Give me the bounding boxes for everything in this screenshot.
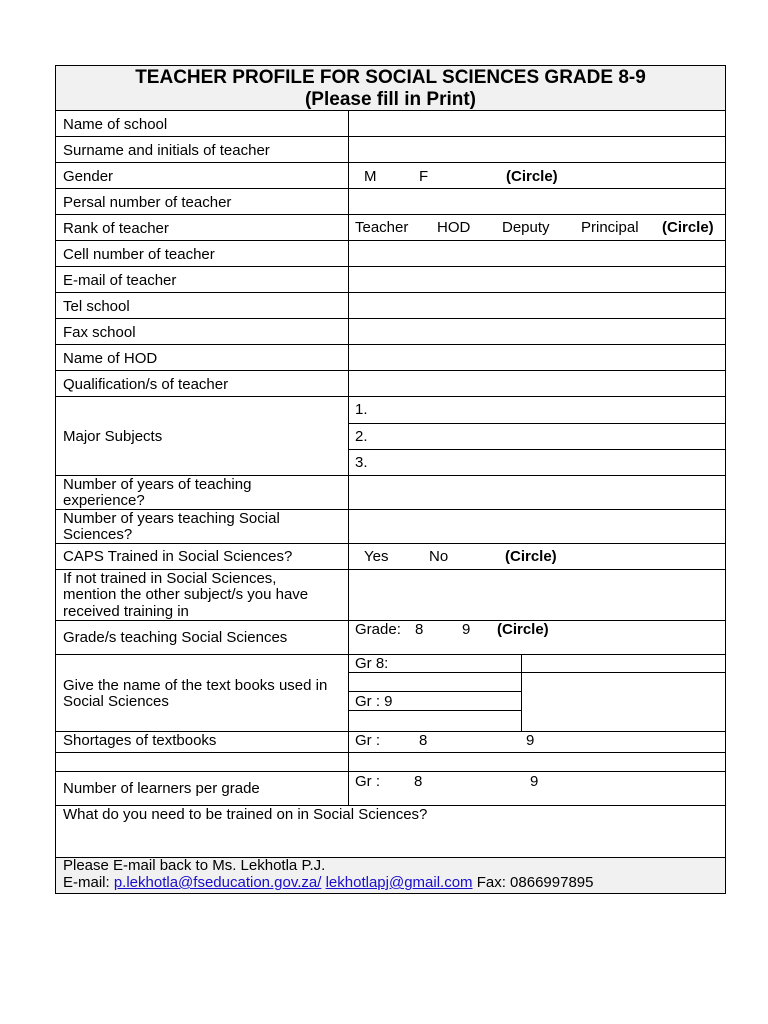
- row-divider: [56, 396, 725, 397]
- row-divider: [56, 370, 725, 371]
- row-divider: [56, 188, 725, 189]
- label-rank: Rank of teacher: [63, 220, 169, 237]
- label-not-trained-cont2: received training in: [63, 603, 189, 620]
- row-divider: [348, 423, 725, 424]
- footer-fax: Fax: 0866997895: [476, 874, 594, 891]
- textbook-gr9-label: Gr : 9: [355, 693, 393, 710]
- footer-instruction: Please E-mail back to Ms. Lekhotla P.J.: [63, 857, 326, 874]
- grade-option-8[interactable]: 8: [415, 621, 424, 638]
- footer-email-link-2[interactable]: lekhotlapj@gmail.com: [325, 874, 473, 891]
- grade-label: Grade:: [355, 621, 401, 638]
- rank-option-principal[interactable]: Principal: [581, 219, 639, 236]
- footer-email-link-1[interactable]: p.lekhotla@fseducation.gov.za/: [113, 874, 322, 891]
- label-tel-school: Tel school: [63, 298, 130, 315]
- shortages-grade-9: 9: [526, 732, 535, 749]
- label-grades-teaching: Grade/s teaching Social Sciences: [63, 629, 288, 646]
- row-divider: [56, 752, 725, 753]
- label-years-teaching-cont: experience?: [63, 492, 145, 509]
- label-caps-trained: CAPS Trained in Social Sciences?: [63, 548, 293, 565]
- textbook-gr8-label: Gr 8:: [355, 655, 389, 672]
- label-years-teaching: Number of years of teaching: [63, 476, 252, 493]
- label-name-of-hod: Name of HOD: [63, 350, 158, 367]
- label-shortages: Shortages of textbooks: [63, 732, 217, 749]
- gender-circle-note: (Circle): [506, 168, 558, 185]
- label-not-trained-cont: mention the other subject/s you have: [63, 586, 309, 603]
- row-divider: [348, 672, 725, 673]
- label-qualifications: Qualification/s of teacher: [63, 376, 229, 393]
- caps-option-yes[interactable]: Yes: [364, 548, 389, 565]
- row-divider: [56, 344, 725, 345]
- gender-option-m[interactable]: M: [364, 168, 377, 185]
- row-divider: [348, 710, 521, 711]
- row-divider: [56, 266, 725, 267]
- label-textbooks-cont: Social Sciences: [63, 693, 169, 710]
- rank-circle-note: (Circle): [662, 219, 714, 236]
- shortages-gr-label: Gr :: [355, 732, 380, 749]
- label-years-ss: Number of years teaching Social: [63, 510, 280, 527]
- caps-option-no[interactable]: No: [429, 548, 449, 565]
- label-persal-number: Persal number of teacher: [63, 194, 232, 211]
- grade-option-9[interactable]: 9: [462, 621, 471, 638]
- learners-grade-9: 9: [530, 773, 539, 790]
- gender-option-f[interactable]: F: [419, 168, 429, 185]
- footer-email-label: E-mail:: [63, 874, 110, 891]
- row-divider: [56, 543, 725, 544]
- row-divider: [348, 449, 725, 450]
- row-divider: [56, 654, 725, 655]
- label-email: E-mail of teacher: [63, 272, 177, 289]
- label-cell-number: Cell number of teacher: [63, 246, 215, 263]
- learners-grade-8: 8: [414, 773, 423, 790]
- row-divider: [56, 292, 725, 293]
- row-divider: [56, 214, 725, 215]
- row-divider: [56, 162, 725, 163]
- label-learners-per-grade: Number of learners per grade: [63, 780, 260, 797]
- form-subtitle: (Please fill in Print): [304, 89, 477, 110]
- label-not-trained: If not trained in Social Sciences,: [63, 570, 277, 587]
- row-divider: [56, 136, 725, 137]
- major-subject-3[interactable]: 3.: [355, 454, 368, 471]
- row-divider: [56, 771, 725, 772]
- column-divider: [348, 110, 349, 805]
- label-years-ss-cont: Sciences?: [63, 526, 133, 543]
- label-textbooks: Give the name of the text books used in: [63, 677, 328, 694]
- major-subject-1[interactable]: 1.: [355, 401, 368, 418]
- teacher-profile-form: [55, 65, 726, 894]
- major-subject-2[interactable]: 2.: [355, 428, 368, 445]
- rank-option-hod[interactable]: HOD: [437, 219, 471, 236]
- label-major-subjects: Major Subjects: [63, 428, 163, 445]
- row-divider: [348, 691, 521, 692]
- label-fax-school: Fax school: [63, 324, 136, 341]
- learners-gr-label: Gr :: [355, 773, 380, 790]
- label-gender: Gender: [63, 168, 114, 185]
- rank-option-deputy[interactable]: Deputy: [502, 219, 550, 236]
- footer-contact: [63, 874, 593, 891]
- rank-option-teacher[interactable]: Teacher: [355, 219, 409, 236]
- row-divider: [56, 110, 725, 111]
- form-title: TEACHER PROFILE FOR SOCIAL SCIENCES GRADE 8-9: [135, 67, 646, 88]
- column-divider: [521, 654, 522, 731]
- label-training-needed: What do you need to be trained on in Social Sciences?: [63, 806, 428, 823]
- caps-circle-note: (Circle): [505, 548, 557, 565]
- row-divider: [56, 240, 725, 241]
- label-surname-initials: Surname and initials of teacher: [63, 142, 270, 159]
- row-divider: [56, 318, 725, 319]
- shortages-grade-8: 8: [419, 732, 428, 749]
- label-name-of-school: Name of school: [63, 116, 168, 133]
- grade-circle-note: (Circle): [497, 621, 549, 638]
